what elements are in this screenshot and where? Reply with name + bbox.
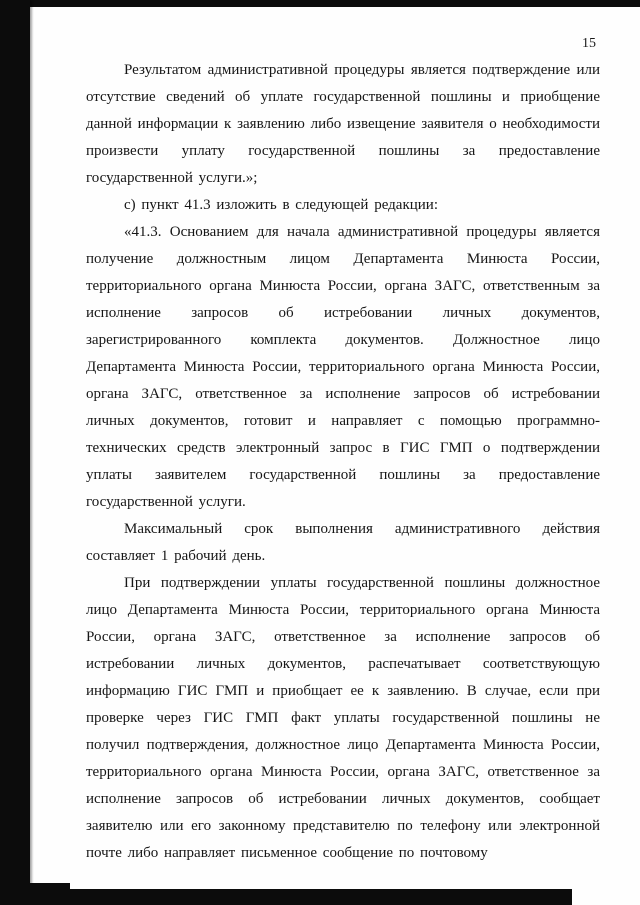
paragraph: с) пункт 41.3 изложить в следующей редакции: <box>124 197 438 213</box>
scan-border-left <box>0 0 30 905</box>
document-content <box>86 57 600 867</box>
paragraph: «41.3. Основанием для начала административной процедуры является получение должностным лицом Департамента Минюста России, территориального органа Минюста России, органа ЗАГС, ответственным за исполнение запросов об истребовании личных документов, зарегистрированного комплекта документов. Должностное лицо Департамента Минюста России, территориального органа Минюста России, органа ЗАГС, ответственное за исполнение запросов об истребовании личных документов, готовит и направляет с помощью программно-технических средств электронный запрос в ГИС ГМП о подтверждении уплаты заявителем государственной пошлины за предоставление государственной услуги. <box>86 224 600 510</box>
paragraph: Максимальный срок выполнения административного действия составляет 1 рабочий день. <box>86 521 600 564</box>
page-number: 15 <box>582 36 596 51</box>
scan-border-bottom <box>0 889 572 905</box>
paragraph: Результатом административной процедуры является подтверждение или отсутствие сведений об уплате государственной пошлины и приобщение данной информации к заявлению либо извещение заявителя о необходимости произвести уплату государственной пошлины за предоставление государственной услуги.»; <box>86 62 600 186</box>
paragraph: При подтверждении уплаты государственной пошлины должностное лицо Департамента Минюста России, территориального органа Минюста России, органа ЗАГС, ответственное за исполнение запросов об истребовании личных документов, распечатывает соответствующую информацию ГИС ГМП и приобщает ее к заявлению. В случае, если при проверке через ГИС ГМП факт уплаты государственной пошлины не получил подтверждения, должностное лицо Департамента Минюста России, территориального органа Минюста России, органа ЗАГС, ответственное за исполнение запросов об истребовании личных документов, сообщает заявителю или его законному представителю по телефону или электронной почте либо направляет письменное сообщение по почтовому <box>86 575 600 861</box>
scan-border-top <box>0 0 640 7</box>
